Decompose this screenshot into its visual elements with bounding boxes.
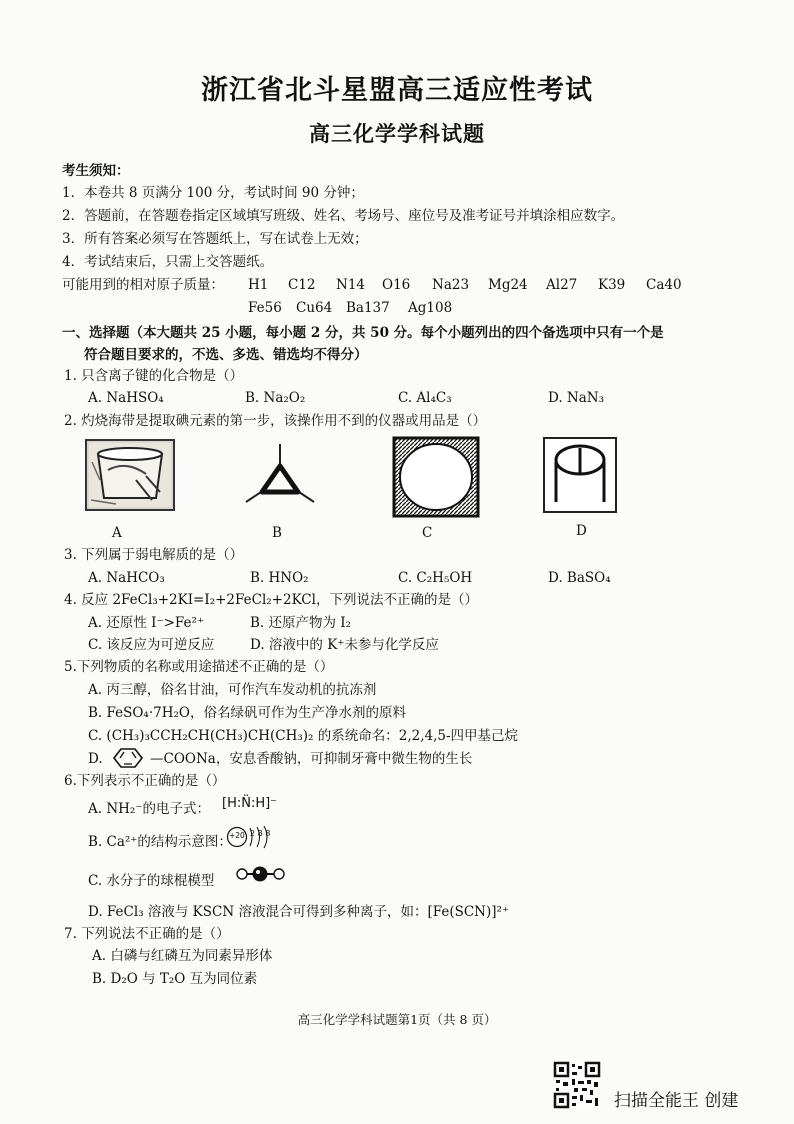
benzene-ring-icon bbox=[108, 747, 148, 769]
question-stem: 7. 下列说法不正确的是（） bbox=[64, 926, 230, 942]
option-a: A. 丙三醇，俗名甘油，可作汽车发动机的抗冻剂 bbox=[88, 682, 377, 698]
option-d: —COONa，安息香酸钠，可抑制牙膏中微生物的生长 bbox=[150, 751, 473, 767]
option-a: A. 还原性 I⁻>Fe²⁺ bbox=[88, 615, 205, 631]
option-a: A. 白磷与红磷互为同素异形体 bbox=[92, 948, 273, 964]
atomic-mass: Ca40 bbox=[646, 277, 682, 293]
qr-code-icon bbox=[554, 1062, 600, 1108]
question-stem: 4. 反应 2FeCl₃+2KI=I₂+2FeCl₂+2KCl，下列说法不正确的是（） bbox=[64, 592, 478, 608]
option-a: A. NaHSO₄ bbox=[88, 390, 164, 406]
shell-electrons: 2 8 8 bbox=[250, 829, 271, 838]
notice-item: 1．本卷共 8 页满分 100 分，考试时间 90 分钟； bbox=[62, 185, 364, 201]
option-d-prefix: D. bbox=[88, 751, 103, 767]
atomic-mass: Ba137 bbox=[346, 300, 390, 316]
notice-item: 4．考试结束后，只需上交答题纸。 bbox=[62, 254, 274, 270]
notice-heading: 考生须知： bbox=[62, 163, 130, 179]
atomic-mass: N14 bbox=[336, 277, 365, 293]
atomic-masses-label: 可能用到的相对原子质量： bbox=[62, 277, 224, 293]
atomic-mass: Ag108 bbox=[408, 300, 453, 316]
option-b: B. HNO₂ bbox=[250, 570, 309, 586]
image-label-d: D bbox=[576, 523, 587, 539]
atomic-mass: Na23 bbox=[432, 277, 470, 293]
image-label-a: A bbox=[112, 525, 122, 541]
option-c: C. C₂H₅OH bbox=[398, 570, 473, 586]
option-d: D. NaN₃ bbox=[548, 390, 605, 406]
atomic-mass: K39 bbox=[598, 277, 626, 293]
nucleus-charge: +20 bbox=[229, 831, 245, 840]
section-heading: 一、选择题（本大题共 25 小题，每小题 2 分，共 50 分。每个小题列出的四个备选项中只有一个是 bbox=[62, 325, 664, 341]
page-footer: 高三化学学科试题第1页（共 8 页） bbox=[297, 1012, 497, 1027]
atomic-mass: Cu64 bbox=[296, 300, 333, 316]
atomic-mass: C12 bbox=[288, 277, 316, 293]
option-d: D. FeCl₃ 溶液与 KSCN 溶液混合可得到多种离子，如：[Fe(SCN)]²⁺ bbox=[88, 904, 510, 920]
asbestos-mesh-image bbox=[394, 438, 478, 516]
question-stem: 5.下列物质的名称或用途描述不正确的是（） bbox=[64, 659, 334, 675]
scanner-watermark: 扫描全能王 创建 bbox=[614, 1091, 739, 1111]
atomic-mass: Al27 bbox=[546, 277, 578, 293]
atomic-mass: O16 bbox=[382, 277, 411, 293]
option-b: B. D₂O 与 T₂O 互为同位素 bbox=[92, 971, 258, 987]
option-c: C. 水分子的球棍模型 bbox=[88, 873, 215, 889]
notice-item: 2．答题前，在答题卷指定区域填写班级、姓名、考场号、座位号及准考证号并填涂相应数字。 bbox=[62, 208, 625, 224]
atomic-mass: Mg24 bbox=[488, 277, 528, 293]
option-a: A. NH₂⁻的电子式： bbox=[88, 801, 210, 817]
water-ball-stick-model bbox=[234, 864, 288, 884]
image-label-b: B bbox=[272, 525, 282, 541]
option-c: C. Al₄C₃ bbox=[398, 390, 452, 406]
crucible-image bbox=[86, 440, 174, 510]
electron-formula: [H:N̈:H]⁻ bbox=[222, 796, 278, 811]
question-stem: 6.下列表示不正确的是（） bbox=[64, 773, 226, 789]
option-d: D. BaSO₄ bbox=[548, 570, 611, 586]
option-d: D. 溶液中的 K⁺未参与化学反应 bbox=[250, 637, 439, 653]
tripod-image bbox=[544, 438, 616, 512]
atomic-mass: H1 bbox=[248, 277, 269, 293]
image-label-c: C bbox=[422, 525, 433, 541]
option-b: B. Ca²⁺的结构示意图： bbox=[88, 834, 232, 850]
option-b: B. Na₂O₂ bbox=[245, 390, 306, 406]
option-c: C. 该反应为可逆反应 bbox=[88, 637, 215, 653]
option-a: A. NaHCO₃ bbox=[88, 570, 165, 586]
page-title: 浙江省北斗星盟高三适应性考试 bbox=[201, 75, 593, 106]
subject-title: 高三化学学科试题 bbox=[309, 121, 485, 146]
notice-item: 3．所有答案必须写在答题纸上，写在试卷上无效； bbox=[62, 231, 368, 247]
clay-triangle-image bbox=[244, 444, 316, 512]
question-stem: 3. 下列属于弱电解质的是（） bbox=[64, 547, 244, 563]
option-b: B. FeSO₄·7H₂O，俗名绿矾可作为生产净水剂的原料 bbox=[88, 705, 406, 721]
question-stem: 1. 只含离子键的化合物是（） bbox=[64, 368, 244, 384]
section-heading-cont: 符合题目要求的，不选、多选、错选均不得分） bbox=[84, 347, 368, 363]
option-b: B. 还原产物为 I₂ bbox=[250, 615, 352, 631]
atomic-mass: Fe56 bbox=[248, 300, 282, 316]
question-stem: 2. 灼烧海带是提取碘元素的第一步，该操作用不到的仪器或用品是（） bbox=[64, 413, 487, 429]
option-c: C. (CH₃)₃CCH₂CH(CH₃)CH(CH₃)₂ 的系统命名：2,2,4,5-四甲基己烷 bbox=[88, 728, 519, 744]
